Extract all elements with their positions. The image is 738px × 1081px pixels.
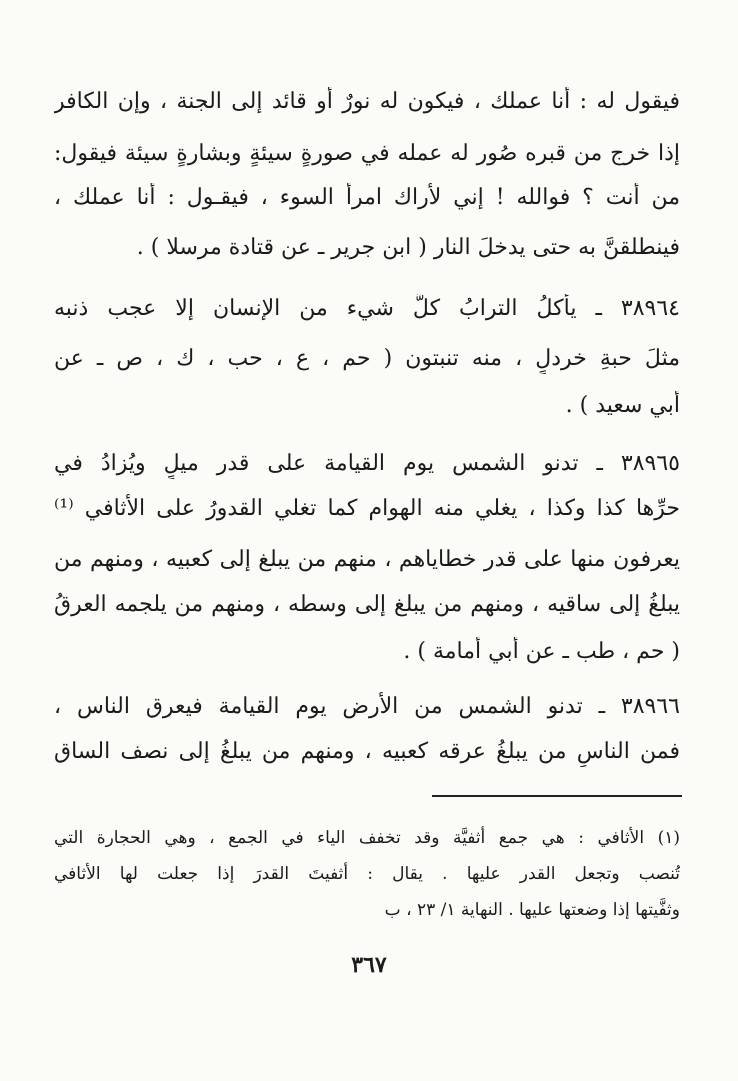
footnote-separator bbox=[432, 795, 682, 797]
body-line: فيقول له : أنا عملك ، فيكون له نورٌ أو قائد إلى الجنة ، وإن الكافر bbox=[54, 89, 680, 114]
body-line: مثلَ حبةِ خردلٍ ، منه تنبتون ( حم ، ع ، حب ، ك ، ص ـ عن bbox=[54, 346, 680, 371]
hadith-38966-line: ٣٨٩٦٦ ـ تدنو الشمس من الأرض يوم القيامة فيعرق الناس ، bbox=[54, 694, 680, 719]
body-line: من أنت ؟ فوالله ! إني لأراك امرأَ السوء ، فيقـول : أنا عملك ، bbox=[54, 185, 680, 210]
body-line: فينطلقنَّ به حتى يدخلَ النار ( ابن جرير ـ عن قتادة مرسلا ) . bbox=[136, 235, 680, 260]
body-line: أبي سعيد ) . bbox=[565, 393, 680, 418]
footnote-line: (١) الأثافي : هي جمع أثفيَّة وقد تخفف الياء في الجمع ، وهي الحجارة التي bbox=[54, 828, 680, 848]
hadith-38965-line: ٣٨٩٦٥ ـ تدنو الشمس يوم القيامة على قدر ميلٍ ويُزادُ في bbox=[54, 451, 680, 476]
body-line: ( حم ، طب ـ عن أبي أمامة ) . bbox=[403, 639, 680, 664]
footnote-line: تُنصب وتجعل القدر عليها . يقال : أثفيتَ القدرَ إذا جعلت لها الأثافي bbox=[54, 864, 680, 884]
footnote-line: وثفَّيتها إذا وضعتها عليها . النهاية ١/ ٢٣ ، ب bbox=[384, 900, 680, 920]
body-line: يعرفون منها على قدر خطاياهم ، منهم من يبلغ إلى كعبيه ، ومنهم من bbox=[54, 547, 680, 572]
hadith-38964-line: ٣٨٩٦٤ ـ يأكلُ الترابُ كلَّ شيء من الإنسان إلا عجب ذنبه bbox=[54, 296, 680, 321]
body-line: يبلغُ إلى ساقيه ، ومنهم من يبلغ إلى وسطه ، ومنهم من يلجمه العرقُ bbox=[54, 592, 680, 617]
body-line: إذا خرج من قبره صُور له عمله في صورةٍ سيئةٍ وبشارةٍ سيئة فيقول: bbox=[54, 141, 680, 166]
page-number: ٣٦٧ bbox=[351, 952, 387, 978]
body-line: فمن الناسِ من يبلغُ عرقه كعبيه ، ومنهم من يبلغُ إلى نصف الساق bbox=[54, 739, 680, 764]
body-line: حرِّها كذا وكذا ، يغلي منه الهوام كما تغلي القدورُ على الأثافي ⁽¹⁾ bbox=[54, 496, 680, 521]
